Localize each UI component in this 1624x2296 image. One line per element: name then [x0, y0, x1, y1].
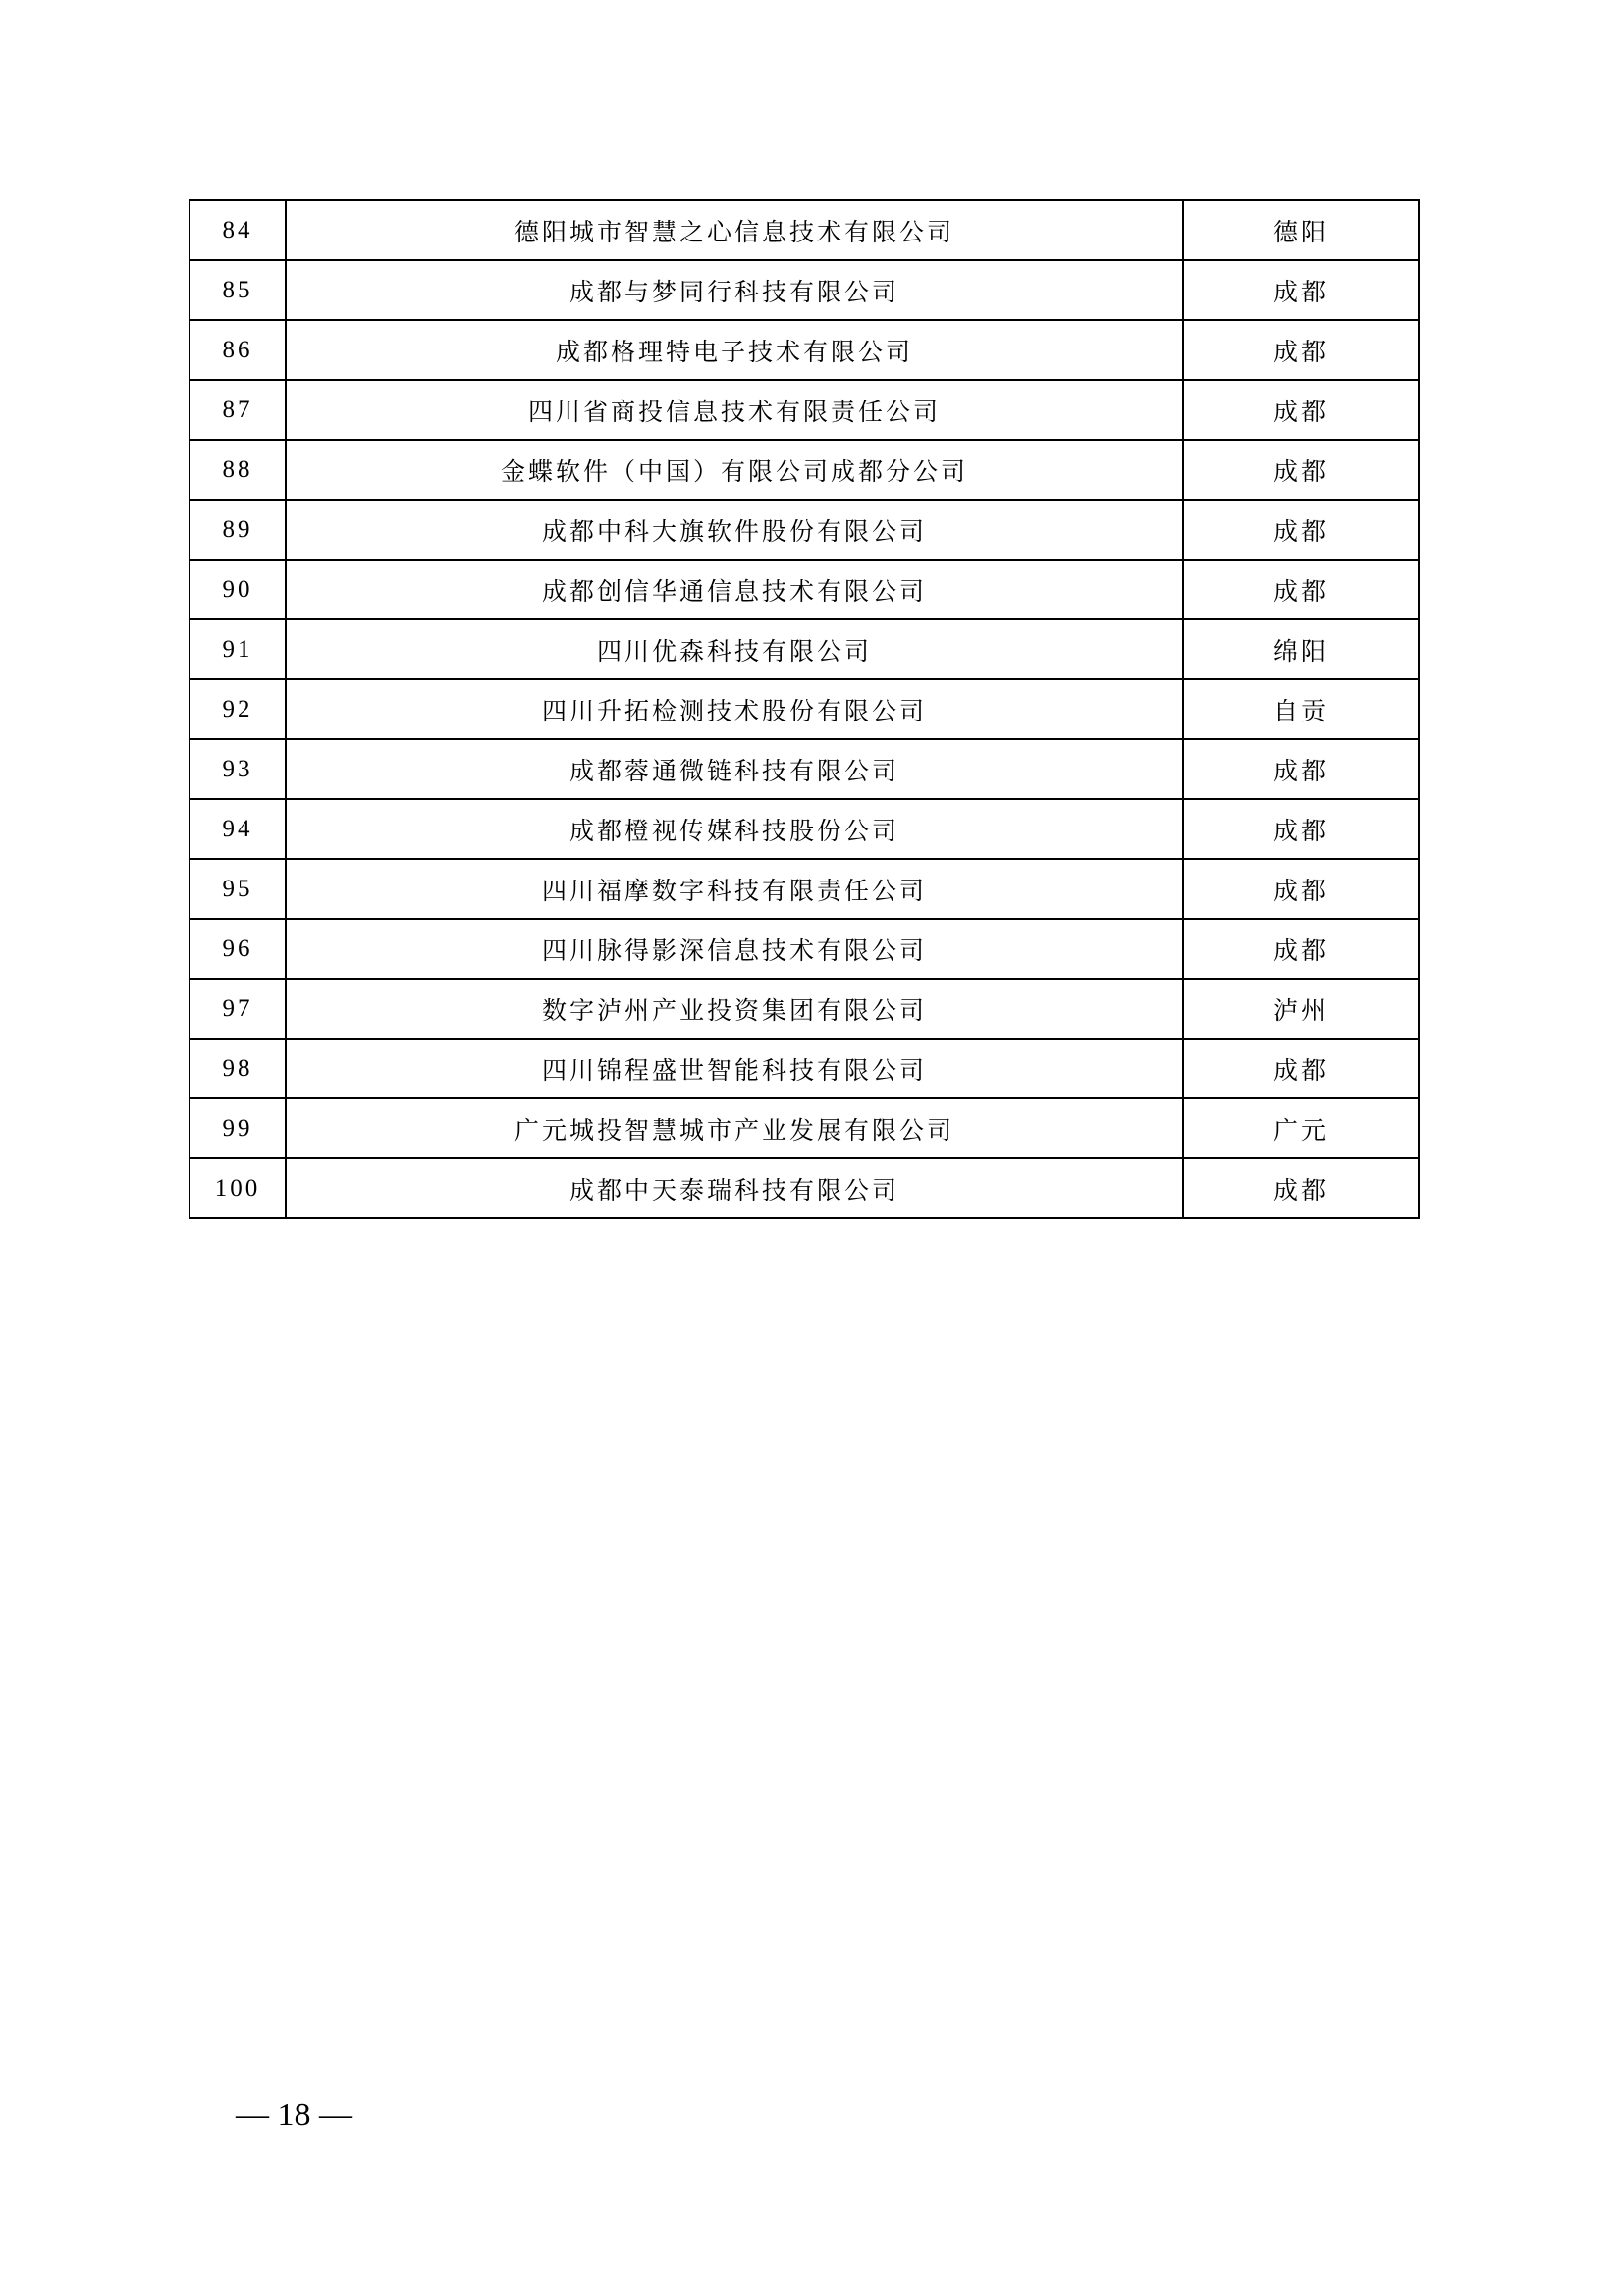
table-row: [189, 739, 1419, 799]
table-row: [189, 260, 1419, 320]
company-table-container: [189, 199, 1418, 1219]
city: 德阳: [1183, 200, 1419, 260]
company-name: 四川优森科技有限公司: [286, 619, 1183, 679]
table-row: [189, 380, 1419, 440]
table-row: [189, 1098, 1419, 1158]
company-name: 四川福摩数字科技有限责任公司: [286, 859, 1183, 919]
city: 成都: [1183, 440, 1419, 500]
city: 广元: [1183, 1098, 1419, 1158]
table-row: [189, 859, 1419, 919]
row-number: 94: [189, 799, 286, 859]
company-table: [189, 199, 1420, 1219]
table-row: [189, 440, 1419, 500]
table-row: [189, 500, 1419, 560]
row-number: 91: [189, 619, 286, 679]
city: 成都: [1183, 739, 1419, 799]
row-number: 96: [189, 919, 286, 979]
table-row: [189, 919, 1419, 979]
company-name: 四川锦程盛世智能科技有限公司: [286, 1039, 1183, 1098]
company-name: 四川升拓检测技术股份有限公司: [286, 679, 1183, 739]
company-name: 成都格理特电子技术有限公司: [286, 320, 1183, 380]
table-row: [189, 200, 1419, 260]
row-number: 90: [189, 560, 286, 619]
city: 成都: [1183, 859, 1419, 919]
city: 成都: [1183, 380, 1419, 440]
company-name: 广元城投智慧城市产业发展有限公司: [286, 1098, 1183, 1158]
city: 自贡: [1183, 679, 1419, 739]
row-number: 86: [189, 320, 286, 380]
city: 成都: [1183, 260, 1419, 320]
company-name: 成都中天泰瑞科技有限公司: [286, 1158, 1183, 1218]
city: 成都: [1183, 1039, 1419, 1098]
table-row: [189, 979, 1419, 1039]
row-number: 85: [189, 260, 286, 320]
table-row: [189, 799, 1419, 859]
table-row: [189, 1039, 1419, 1098]
company-name: 成都创信华通信息技术有限公司: [286, 560, 1183, 619]
page-number: — 18 —: [236, 2097, 352, 2133]
row-number: 87: [189, 380, 286, 440]
company-name: 四川脉得影深信息技术有限公司: [286, 919, 1183, 979]
table-row: [189, 1158, 1419, 1218]
row-number: 84: [189, 200, 286, 260]
company-name: 金蝶软件（中国）有限公司成都分公司: [286, 440, 1183, 500]
company-name: 成都中科大旗软件股份有限公司: [286, 500, 1183, 560]
table-row: [189, 619, 1419, 679]
row-number: 92: [189, 679, 286, 739]
city: 成都: [1183, 1158, 1419, 1218]
row-number: 97: [189, 979, 286, 1039]
row-number: 100: [189, 1158, 286, 1218]
company-name: 数字泸州产业投资集团有限公司: [286, 979, 1183, 1039]
company-name: 成都蓉通微链科技有限公司: [286, 739, 1183, 799]
company-name: 成都与梦同行科技有限公司: [286, 260, 1183, 320]
city: 泸州: [1183, 979, 1419, 1039]
row-number: 99: [189, 1098, 286, 1158]
row-number: 88: [189, 440, 286, 500]
row-number: 95: [189, 859, 286, 919]
table-row: [189, 560, 1419, 619]
city: 成都: [1183, 799, 1419, 859]
city: 成都: [1183, 500, 1419, 560]
city: 成都: [1183, 320, 1419, 380]
city: 绵阳: [1183, 619, 1419, 679]
table-row: [189, 320, 1419, 380]
city: 成都: [1183, 919, 1419, 979]
city: 成都: [1183, 560, 1419, 619]
table-row: [189, 679, 1419, 739]
company-name: 德阳城市智慧之心信息技术有限公司: [286, 200, 1183, 260]
company-name: 成都橙视传媒科技股份公司: [286, 799, 1183, 859]
row-number: 93: [189, 739, 286, 799]
row-number: 89: [189, 500, 286, 560]
company-name: 四川省商投信息技术有限责任公司: [286, 380, 1183, 440]
row-number: 98: [189, 1039, 286, 1098]
